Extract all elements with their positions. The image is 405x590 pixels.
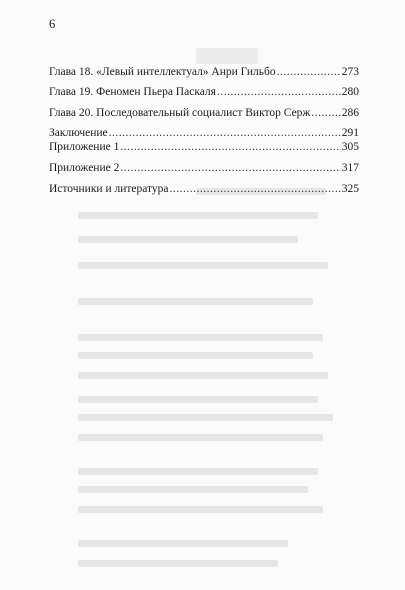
- toc-entry-title: Приложение 2: [49, 162, 120, 174]
- toc-entry-appendix-1: [49, 139, 359, 155]
- dot-leader: [217, 84, 341, 100]
- toc-entry-page: 273: [341, 66, 359, 78]
- toc-entry-title: Глава 18. «Левый интеллектуал» Анри Гильбо: [49, 66, 276, 78]
- dot-leader: [120, 160, 340, 176]
- toc-entry-chapter-18: [49, 64, 359, 80]
- toc-entry-appendix-2: [49, 160, 359, 176]
- toc-entry-page: 280: [341, 86, 359, 98]
- dot-leader: [120, 139, 340, 155]
- toc-entry-chapter-19: [49, 84, 359, 100]
- toc-entry-title: Глава 20. Последовательный социалист Виктор Серж: [49, 107, 311, 119]
- page-number: 6: [49, 17, 56, 31]
- dot-leader: [311, 105, 340, 121]
- toc-entry-title: Источники и литература: [49, 183, 169, 195]
- toc-entry-page: 325: [341, 183, 359, 195]
- toc-entry-title: Заключение: [49, 127, 108, 139]
- toc-entry-page: 286: [341, 107, 359, 119]
- toc-entry-sources: [49, 181, 359, 197]
- dot-leader: [277, 64, 341, 80]
- toc-entry-chapter-20: [49, 105, 359, 121]
- toc-entry-page: 317: [341, 162, 359, 174]
- dot-leader: [170, 181, 341, 197]
- toc-entry-title: Приложение 1: [49, 141, 120, 153]
- toc-entry-title: Глава 19. Феномен Пьера Паскаля: [49, 86, 216, 98]
- toc-entry-page: 291: [341, 127, 359, 139]
- toc-entry-page: 305: [341, 141, 359, 153]
